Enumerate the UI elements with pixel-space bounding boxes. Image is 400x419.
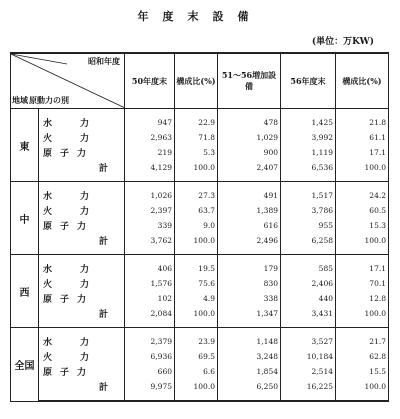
value-cell-v2: 5.3 bbox=[175, 145, 218, 160]
table-row bbox=[11, 379, 389, 401]
value-cell-v5: 62.8 bbox=[336, 349, 389, 364]
power-type-label: 火力 bbox=[39, 276, 125, 291]
value-cell-v4: 1,517 bbox=[281, 182, 336, 204]
power-type-label: 原子力 bbox=[39, 145, 125, 160]
value-cell-v2: 23.9 bbox=[175, 328, 218, 350]
value-cell-v1: 102 bbox=[125, 291, 175, 306]
region-label: 全国 bbox=[11, 328, 39, 402]
value-cell-v3: 3,248 bbox=[218, 349, 281, 364]
value-cell-v4: 585 bbox=[281, 255, 336, 277]
value-cell-v3: 491 bbox=[218, 182, 281, 204]
value-cell-v5: 21.8 bbox=[336, 109, 389, 131]
power-type-label: 原子力 bbox=[39, 364, 125, 379]
table-row bbox=[11, 349, 389, 364]
value-cell-v2: 100.0 bbox=[175, 233, 218, 255]
value-cell-v4: 16,225 bbox=[281, 379, 336, 401]
value-cell-v2: 4.9 bbox=[175, 291, 218, 306]
value-cell-v4: 2,406 bbox=[281, 276, 336, 291]
value-cell-v1: 4,129 bbox=[125, 160, 175, 182]
region-label: 中 bbox=[11, 182, 39, 255]
table-row bbox=[11, 160, 389, 182]
value-cell-v3: 1,389 bbox=[218, 203, 281, 218]
value-cell-v2: 19.5 bbox=[175, 255, 218, 277]
value-cell-v3: 1,854 bbox=[218, 364, 281, 379]
value-cell-v2: 75.6 bbox=[175, 276, 218, 291]
value-cell-v1: 339 bbox=[125, 218, 175, 233]
value-cell-v1: 1,576 bbox=[125, 276, 175, 291]
table-row bbox=[11, 182, 389, 204]
value-cell-v5: 100.0 bbox=[336, 306, 389, 328]
power-type-label: 水力 bbox=[39, 328, 125, 350]
power-type-label: 原子力 bbox=[39, 218, 125, 233]
value-cell-v5: 100.0 bbox=[336, 233, 389, 255]
value-cell-v2: 100.0 bbox=[175, 306, 218, 328]
value-cell-v4: 6,258 bbox=[281, 233, 336, 255]
value-cell-v1: 9,975 bbox=[125, 379, 175, 401]
value-cell-v2: 100.0 bbox=[175, 160, 218, 182]
value-cell-v5: 61.1 bbox=[336, 130, 389, 145]
value-cell-v2: 71.8 bbox=[175, 130, 218, 145]
col-header-fy56: 56年度末 bbox=[281, 53, 336, 109]
value-cell-v4: 10,184 bbox=[281, 349, 336, 364]
value-cell-v3: 2,407 bbox=[218, 160, 281, 182]
page-title: 年度末設備 bbox=[137, 10, 263, 23]
value-cell-v2: 100.0 bbox=[175, 379, 218, 401]
table-row bbox=[11, 203, 389, 218]
col-header-fy50: 50年度末 bbox=[125, 53, 175, 109]
power-type-label: 計 bbox=[39, 379, 125, 401]
value-cell-v1: 2,963 bbox=[125, 130, 175, 145]
unit-label: (単位：万KW) bbox=[311, 37, 374, 47]
value-cell-v1: 219 bbox=[125, 145, 175, 160]
value-cell-v3: 830 bbox=[218, 276, 281, 291]
power-type-label: 水力 bbox=[39, 255, 125, 277]
value-cell-v5: 15.3 bbox=[336, 218, 389, 233]
power-type-label: 原子力 bbox=[39, 291, 125, 306]
table-row bbox=[11, 233, 389, 255]
value-cell-v5: 15.5 bbox=[336, 364, 389, 379]
table-row bbox=[11, 364, 389, 379]
value-cell-v3: 338 bbox=[218, 291, 281, 306]
value-cell-v4: 440 bbox=[281, 291, 336, 306]
value-cell-v1: 947 bbox=[125, 109, 175, 131]
facility-table bbox=[10, 52, 389, 402]
value-cell-v2: 22.9 bbox=[175, 109, 218, 131]
value-cell-v1: 3,762 bbox=[125, 233, 175, 255]
col-header-ratio-50: 構成比(%) bbox=[175, 53, 218, 109]
power-type-label: 水力 bbox=[39, 109, 125, 131]
value-cell-v4: 6,536 bbox=[281, 160, 336, 182]
value-cell-v3: 179 bbox=[218, 255, 281, 277]
power-type-label: 計 bbox=[39, 233, 125, 255]
value-cell-v3: 1,029 bbox=[218, 130, 281, 145]
value-cell-v4: 1,119 bbox=[281, 145, 336, 160]
power-type-label: 火力 bbox=[39, 130, 125, 145]
power-type-label: 計 bbox=[39, 160, 125, 182]
table-row bbox=[11, 218, 389, 233]
value-cell-v4: 2,514 bbox=[281, 364, 336, 379]
value-cell-v4: 1,425 bbox=[281, 109, 336, 131]
value-cell-v2: 63.7 bbox=[175, 203, 218, 218]
value-cell-v5: 100.0 bbox=[336, 379, 389, 401]
value-cell-v4: 3,527 bbox=[281, 328, 336, 350]
value-cell-v1: 660 bbox=[125, 364, 175, 379]
value-cell-v1: 406 bbox=[125, 255, 175, 277]
value-cell-v2: 9.0 bbox=[175, 218, 218, 233]
value-cell-v5: 21.7 bbox=[336, 328, 389, 350]
region-label: 東 bbox=[11, 109, 39, 182]
value-cell-v3: 1,148 bbox=[218, 328, 281, 350]
value-cell-v5: 17.1 bbox=[336, 145, 389, 160]
power-type-label: 火力 bbox=[39, 349, 125, 364]
value-cell-v2: 27.3 bbox=[175, 182, 218, 204]
value-cell-v4: 3,992 bbox=[281, 130, 336, 145]
value-cell-v4: 955 bbox=[281, 218, 336, 233]
power-type-label: 計 bbox=[39, 306, 125, 328]
corner-year-label: 昭和年度 bbox=[88, 56, 120, 66]
value-cell-v1: 2,379 bbox=[125, 328, 175, 350]
header-row bbox=[11, 53, 389, 109]
value-cell-v3: 900 bbox=[218, 145, 281, 160]
value-cell-v5: 12.8 bbox=[336, 291, 389, 306]
corner-type-label: 原動力の別 bbox=[29, 95, 69, 105]
value-cell-v5: 70.1 bbox=[336, 276, 389, 291]
value-cell-v4: 3,786 bbox=[281, 203, 336, 218]
table-row bbox=[11, 130, 389, 145]
power-type-label: 火力 bbox=[39, 203, 125, 218]
table-row bbox=[11, 328, 389, 350]
col-header-increase: 51～56増加設備 bbox=[218, 53, 281, 109]
value-cell-v3: 1,347 bbox=[218, 306, 281, 328]
value-cell-v2: 69.5 bbox=[175, 349, 218, 364]
value-cell-v5: 60.5 bbox=[336, 203, 389, 218]
value-cell-v2: 6.6 bbox=[175, 364, 218, 379]
corner-region-label: 地域 bbox=[12, 95, 28, 105]
table-row bbox=[11, 109, 389, 131]
value-cell-v3: 478 bbox=[218, 109, 281, 131]
table-row bbox=[11, 255, 389, 277]
value-cell-v5: 24.2 bbox=[336, 182, 389, 204]
value-cell-v1: 6,936 bbox=[125, 349, 175, 364]
table-row bbox=[11, 145, 389, 160]
value-cell-v3: 6,250 bbox=[218, 379, 281, 401]
value-cell-v1: 2,397 bbox=[125, 203, 175, 218]
value-cell-v3: 2,496 bbox=[218, 233, 281, 255]
region-label: 西 bbox=[11, 255, 39, 328]
value-cell-v5: 17.1 bbox=[336, 255, 389, 277]
value-cell-v1: 2,084 bbox=[125, 306, 175, 328]
value-cell-v4: 3,431 bbox=[281, 306, 336, 328]
table-body bbox=[11, 109, 389, 402]
table-row bbox=[11, 306, 389, 328]
value-cell-v3: 616 bbox=[218, 218, 281, 233]
table-row bbox=[11, 291, 389, 306]
corner-header bbox=[11, 53, 125, 109]
table-row bbox=[11, 276, 389, 291]
value-cell-v5: 100.0 bbox=[336, 160, 389, 182]
col-header-ratio-56: 構成比(%) bbox=[336, 53, 389, 109]
value-cell-v1: 1,026 bbox=[125, 182, 175, 204]
power-type-label: 水力 bbox=[39, 182, 125, 204]
